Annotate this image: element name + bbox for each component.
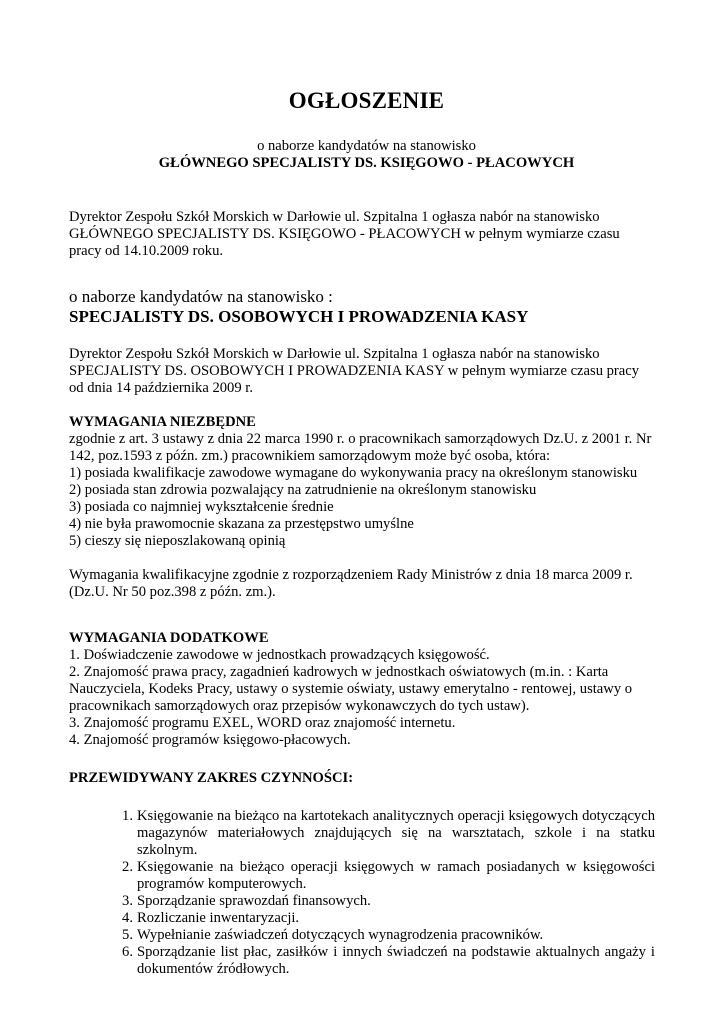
additional-item: 1. Doświadczenie zawodowe w jednostkach prowadzących księgowość.: [69, 647, 490, 663]
list-item-text: Sporządzanie sprawozdań finansowych.: [137, 893, 371, 909]
document-title: OGŁOSZENIE: [288, 88, 445, 113]
list-item: [122, 927, 655, 944]
scope-title: PRZEWIDYWANY ZAKRES CZYNNOŚCI:: [69, 770, 354, 786]
additional-item: 2. Znajomość prawa pracy, zagadnień kadrowych w jednostkach oświatowych (m.in. : Karta Nauczyciela, Kodeks Pracy, ustawy o systemie oświaty, ustawy emerytalno - rentowej, ustawy o pracownikach samorządowych oraz przepisów wykonawczych do tych ustaw).: [69, 664, 633, 714]
list-item-number: 5.: [122, 927, 133, 943]
announcement-paragraph-2: Dyrektor Zespołu Szkół Morskich w Darłowie ul. Szpitalna 1 ogłasza nabór na stanowisko SPECJALISTY DS. OSOBOWYCH I PROWADZENIA KASY w pełnym wymiarze czasu pracy od dnia 14 października 2009 r.: [69, 346, 640, 396]
additional-item: 3. Znajomość programu EXEL, WORD oraz znajomość internetu.: [69, 715, 456, 731]
additional-item: 4. Znajomość programów księgowo-płacowych.: [69, 732, 351, 748]
requirements-intro: zgodnie z art. 3 ustawy z dnia 22 marca 1990 r. o pracownikach samorządowych Dz.U. z 2001 r. Nr 142, poz.1593 z późn. zm.) pracownikiem samorządowym może być osoba, która:: [69, 431, 652, 464]
list-item: [122, 893, 655, 910]
second-heading-position: SPECJALISTY DS. OSOBOWYCH I PROWADZENIA KASY: [69, 307, 529, 326]
additional-title: WYMAGANIA DODATKOWE: [69, 630, 269, 646]
list-item-text: Księgowanie na bieżąco na kartotekach analitycznych operacji księgowych dotyczących magazynów materiałowych znajdujących się na warsztatach, szkole i na statku szkolnym.: [137, 808, 655, 858]
announcement-paragraph-1: Dyrektor Zespołu Szkół Morskich w Darłowie ul. Szpitalna 1 ogłasza nabór na stanowisko GŁÓWNEGO SPECJALISTY DS. KSIĘGOWO - PŁACOWYCH w pełnym wymiarze czasu pracy od 14.10.2009 roku.: [69, 209, 620, 259]
list-item: [122, 808, 655, 859]
list-item-number: 3.: [122, 893, 133, 909]
scope-section: [69, 770, 664, 978]
requirement-item: 5) cieszy się nieposzlakowaną opinią: [69, 533, 286, 549]
list-item-text: Księgowanie na bieżąco operacji księgowych w ramach posiadanych w księgowości programów komputerowych.: [137, 859, 655, 892]
subtitle-position: GŁÓWNEGO SPECJALISTY DS. KSIĘGOWO - PŁACOWYCH: [158, 155, 575, 171]
requirement-item: 2) posiada stan zdrowia pozwalający na zatrudnienie na określonym stanowisku: [69, 482, 537, 498]
requirements-section: [69, 414, 664, 601]
list-item: [122, 859, 655, 893]
list-item-text: Rozliczanie inwentaryzacji.: [137, 910, 300, 926]
requirement-item: 1) posiada kwalifikacje zawodowe wymagane do wykonywania pracy na określonym stanowisku: [69, 465, 638, 481]
additional-section: [69, 630, 664, 749]
list-item: [122, 910, 655, 927]
requirement-item: 3) posiada co najmniej wykształcenie średnie: [69, 499, 334, 515]
subtitle: o naborze kandydatów na stanowisko: [257, 138, 476, 154]
list-item: [122, 944, 655, 978]
list-item-text: Sporządzanie list płac, zasiłków i innych świadczeń na podstawie aktualnych angaży i dokumentów źródłowych.: [137, 944, 655, 977]
list-item-number: 1.: [122, 808, 133, 824]
list-item-number: 4.: [122, 910, 133, 926]
requirement-item: 4) nie była prawomocnie skazana za przestępstwo umyślne: [69, 516, 414, 532]
list-item-number: 2.: [122, 859, 133, 875]
requirements-note: Wymagania kwalifikacyjne zgodnie z rozporządzeniem Rady Ministrów z dnia 18 marca 2009 r. (Dz.U. Nr 50 poz.398 z późn. zm.).: [69, 567, 633, 600]
list-item-number: 6.: [122, 944, 133, 960]
requirements-title: WYMAGANIA NIEZBĘDNE: [69, 414, 256, 430]
scope-list: [69, 808, 655, 978]
second-heading: o naborze kandydatów na stanowisko :: [69, 287, 333, 306]
list-item-text: Wypełnianie zaświadczeń dotyczących wynagrodzenia pracowników.: [137, 927, 544, 943]
